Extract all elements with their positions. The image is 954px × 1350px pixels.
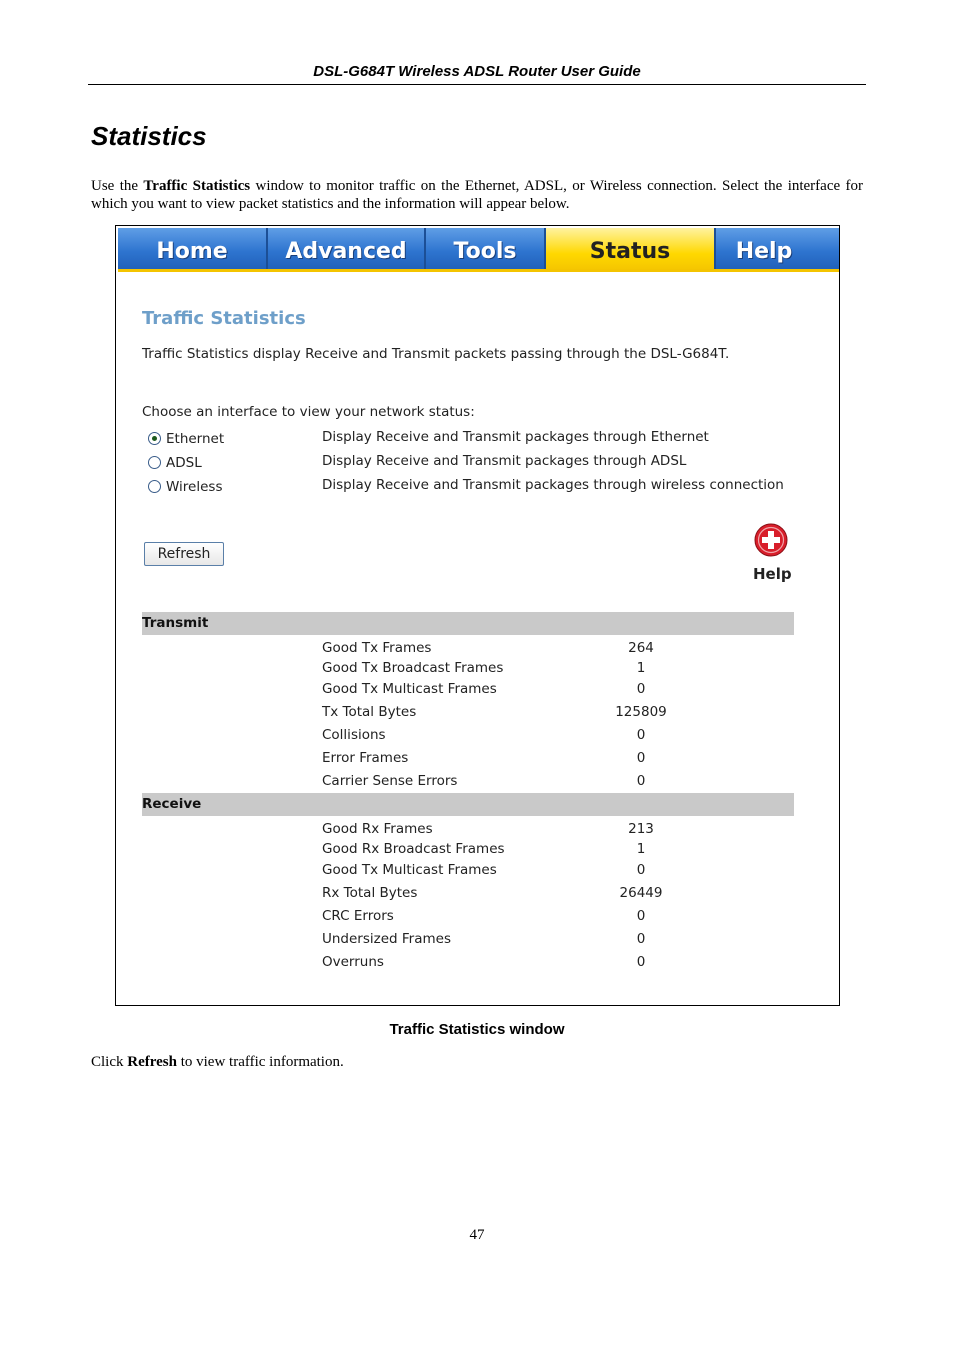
rx-row-label: Undersized Frames [322, 931, 451, 947]
traffic-statistics-title: Traffic Statistics [142, 308, 306, 329]
tx-row-value: 0 [636, 681, 646, 697]
transmit-label: Transmit [142, 615, 209, 631]
ethernet-radio[interactable] [148, 432, 161, 445]
tx-row-value: 1 [636, 660, 646, 676]
receive-label: Receive [142, 796, 202, 812]
intro-text-2: window to monitor traffic on the Ethernet, ADSL, or Wireless connection. Select the interface for which you want to view packet statistics and the information will appear below. [91, 178, 864, 212]
tx-row-label: Tx Total Bytes [322, 704, 417, 720]
tx-row-value: 0 [636, 773, 646, 789]
instruction-text-2: to view traffic information. [176, 1054, 344, 1070]
tab-tools[interactable]: Tools [453, 239, 517, 264]
rx-row-value: 0 [636, 908, 646, 924]
wireless-label: Wireless [166, 479, 223, 495]
tx-row-label: Good Tx Frames [322, 640, 432, 656]
refresh-button[interactable]: Refresh [144, 542, 224, 566]
tx-row-value: 0 [636, 750, 646, 766]
rx-row-value: 26449 [619, 885, 663, 901]
tx-row-label: Collisions [322, 727, 386, 743]
intro-text-1: Use the [91, 178, 144, 194]
intro-paragraph [91, 177, 863, 213]
rx-row-label: Good Rx Frames [322, 821, 433, 837]
figure-caption: Traffic Statistics window [389, 1021, 565, 1038]
ethernet-description: Display Receive and Transmit packages through Ethernet [322, 429, 709, 445]
tx-row-label: Carrier Sense Errors [322, 773, 458, 789]
rx-row-label: Good Tx Multicast Frames [322, 862, 497, 878]
adsl-description: Display Receive and Transmit packages through ADSL [322, 453, 687, 469]
tx-row-label: Good Tx Broadcast Frames [322, 660, 504, 676]
choose-interface-label: Choose an interface to view your network status: [142, 404, 475, 420]
section-title: Statistics [91, 121, 207, 151]
page-number: 47 [469, 1227, 485, 1243]
traffic-statistics-screenshot [115, 225, 840, 1006]
tx-row-label: Good Tx Multicast Frames [322, 681, 497, 697]
nav-underline [118, 269, 839, 272]
instruction-text-1: Click [91, 1054, 128, 1070]
rx-row-label: Overruns [322, 954, 384, 970]
rx-row-value: 0 [636, 862, 646, 878]
tab-home[interactable]: Home [156, 239, 228, 264]
tx-row-value: 0 [636, 727, 646, 743]
tab-advanced[interactable]: Advanced [285, 239, 407, 264]
rx-row-value: 0 [636, 931, 646, 947]
help-plus-icon[interactable] [754, 523, 788, 557]
tx-row-value: 264 [628, 640, 654, 656]
tx-row-value: 125809 [615, 704, 667, 720]
rx-row-label: Good Rx Broadcast Frames [322, 841, 505, 857]
transmit-header [142, 612, 794, 635]
wireless-radio[interactable] [148, 480, 161, 493]
rx-row-value: 213 [628, 821, 654, 837]
instruction-text-bold: Refresh [127, 1054, 177, 1070]
traffic-statistics-description: Traffic Statistics display Receive and Transmit packets passing through the DSL-G684T. [142, 346, 730, 362]
instruction-paragraph [91, 1054, 344, 1071]
running-header: DSL-G684T Wireless ADSL Router User Guide [313, 63, 641, 80]
nav-bar [118, 228, 839, 271]
header-rule [88, 84, 866, 85]
adsl-label: ADSL [166, 455, 202, 471]
tab-help[interactable]: Help [735, 239, 793, 264]
rx-row-value: 1 [636, 841, 646, 857]
rx-row-value: 0 [636, 954, 646, 970]
receive-header [142, 793, 794, 816]
tab-status[interactable]: Status [546, 228, 714, 271]
wireless-description: Display Receive and Transmit packages through wireless connection [322, 477, 784, 493]
help-label[interactable]: Help [753, 565, 792, 583]
adsl-radio[interactable] [148, 456, 161, 469]
rx-row-label: Rx Total Bytes [322, 885, 418, 901]
ethernet-label: Ethernet [166, 431, 225, 447]
tx-row-label: Error Frames [322, 750, 409, 766]
intro-text-bold: Traffic Statistics [143, 178, 251, 194]
rx-row-label: CRC Errors [322, 908, 394, 924]
